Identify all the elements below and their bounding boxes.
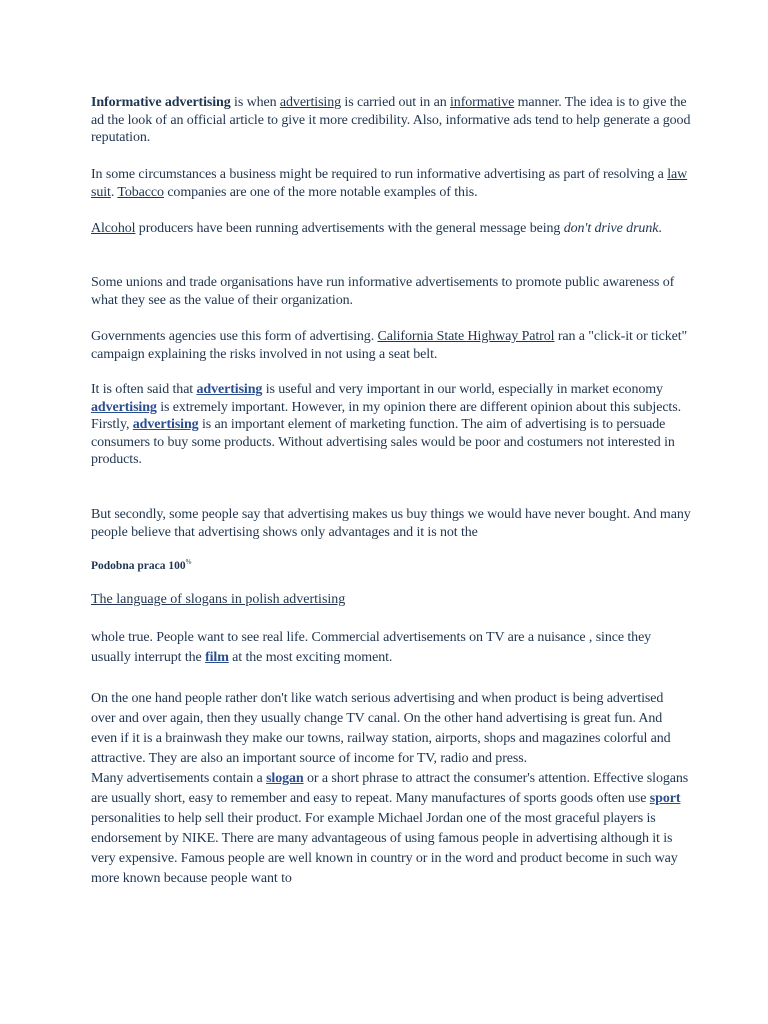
paragraph-advertising-opinion xyxy=(91,381,691,469)
link-advertising-bold-2[interactable]: advertising xyxy=(91,399,157,415)
link-sport[interactable]: sport xyxy=(649,791,681,806)
term-informative-advertising: Informative advertising xyxy=(91,95,231,110)
emphasis-dont-drive-drunk: don't drive drunk xyxy=(563,221,659,236)
text: . xyxy=(110,184,118,200)
text: is when xyxy=(230,95,280,110)
similar-work-link-container xyxy=(91,592,345,608)
text: ran a "click-it or ticket" campaign explaining the risks involved in not using a seat belt. xyxy=(91,329,688,362)
text: On the one hand people rather don't like watch serious advertising and when product is being advertised over and over again, then they usually change TV canal. On the other hand advertising is great fun. And even if it is a brainwash they make our towns, railway station, airports, shops and magazines colorful and attractive. They are also an important source of income for TV, radio and press. xyxy=(91,691,671,766)
paragraph-governments xyxy=(91,328,691,363)
similar-label-text: Podobna praca 100 xyxy=(91,559,186,572)
paragraph-whole-true xyxy=(91,628,691,668)
paragraph-circumstances xyxy=(91,166,691,201)
text: whole true. People want to see real life. Commercial advertisements on TV are a nuisance , since they usually interrupt the xyxy=(91,630,652,665)
link-california-highway-patrol[interactable]: California State Highway Patrol xyxy=(377,329,555,344)
link-advertising-bold-1[interactable]: advertising xyxy=(196,382,263,397)
link-alcohol[interactable]: Alcohol xyxy=(91,221,136,236)
link-law-suit[interactable]: law suit xyxy=(91,167,688,200)
text: Some unions and trade organisations have run informative advertisements to promote public awareness of what they see as the value of their organization. xyxy=(91,275,675,308)
link-advertising-bold-3[interactable]: advertising xyxy=(132,417,199,432)
text: manner. The idea is to give the ad the look of an official article to give it more credibility. Also, informative ads tend to help generate a good reputation. xyxy=(91,95,691,145)
text: or a short phrase to attract the consumer's attention. Effective slogans are usually short, easy to remember and easy to repeat. Many manufactures of sports goods often use xyxy=(91,771,689,806)
text: producers have been running advertisements with the general message being xyxy=(135,221,564,236)
text: But secondly, some people say that advertising makes us buy things we would have never bought. And many people believe that advertising shows only advantages and it is not the xyxy=(91,507,691,540)
link-advertising[interactable]: advertising xyxy=(279,95,342,110)
text: It is often said that xyxy=(91,382,197,397)
paragraph-on-the-one-hand xyxy=(91,689,691,889)
text: Firstly, xyxy=(91,417,133,432)
link-tobacco[interactable]: Tobacco xyxy=(117,184,164,200)
text: is extremely important. However, in my opinion there are different opinion about this subjects. xyxy=(156,399,681,415)
link-informative[interactable]: informative xyxy=(450,95,515,110)
text: companies are one of the more notable examples of this. xyxy=(163,184,478,200)
text: personalities to help sell their product. For example Michael Jordan one of the most graceful players is endorsement by NIKE. There are many advantageous of using famous people in advertising although it is very expensive. Famous people are well known in country or in the word and product become in such way more known because people want to xyxy=(91,811,678,886)
text: In some circumstances a business might be required to run informative advertising as part of resolving a xyxy=(91,167,668,182)
text: is useful and very important in our world, especially in market economy xyxy=(262,382,663,397)
paragraph-alcohol xyxy=(91,220,691,238)
paragraph-unions xyxy=(91,274,691,309)
link-film[interactable]: film xyxy=(205,650,229,665)
link-language-of-slogans[interactable]: The language of slogans in polish advertising xyxy=(91,592,346,607)
text: is carried out in an xyxy=(341,95,451,110)
text: at the most exciting moment. xyxy=(228,650,393,665)
similar-work-label xyxy=(91,558,191,572)
text: is an important element of marketing function. The aim of advertising is to persuade consumers to buy some products. Without advertising sales would be poor and costumers not interested in products. xyxy=(91,417,675,467)
paragraph-informative-advertising xyxy=(91,94,691,147)
text: Governments agencies use this form of advertising. xyxy=(91,329,378,344)
paragraph-secondly xyxy=(91,506,691,541)
percent-sign: % xyxy=(185,558,192,566)
text: Many advertisements contain a xyxy=(91,771,267,786)
text: . xyxy=(658,221,662,236)
link-slogan[interactable]: slogan xyxy=(266,771,304,786)
